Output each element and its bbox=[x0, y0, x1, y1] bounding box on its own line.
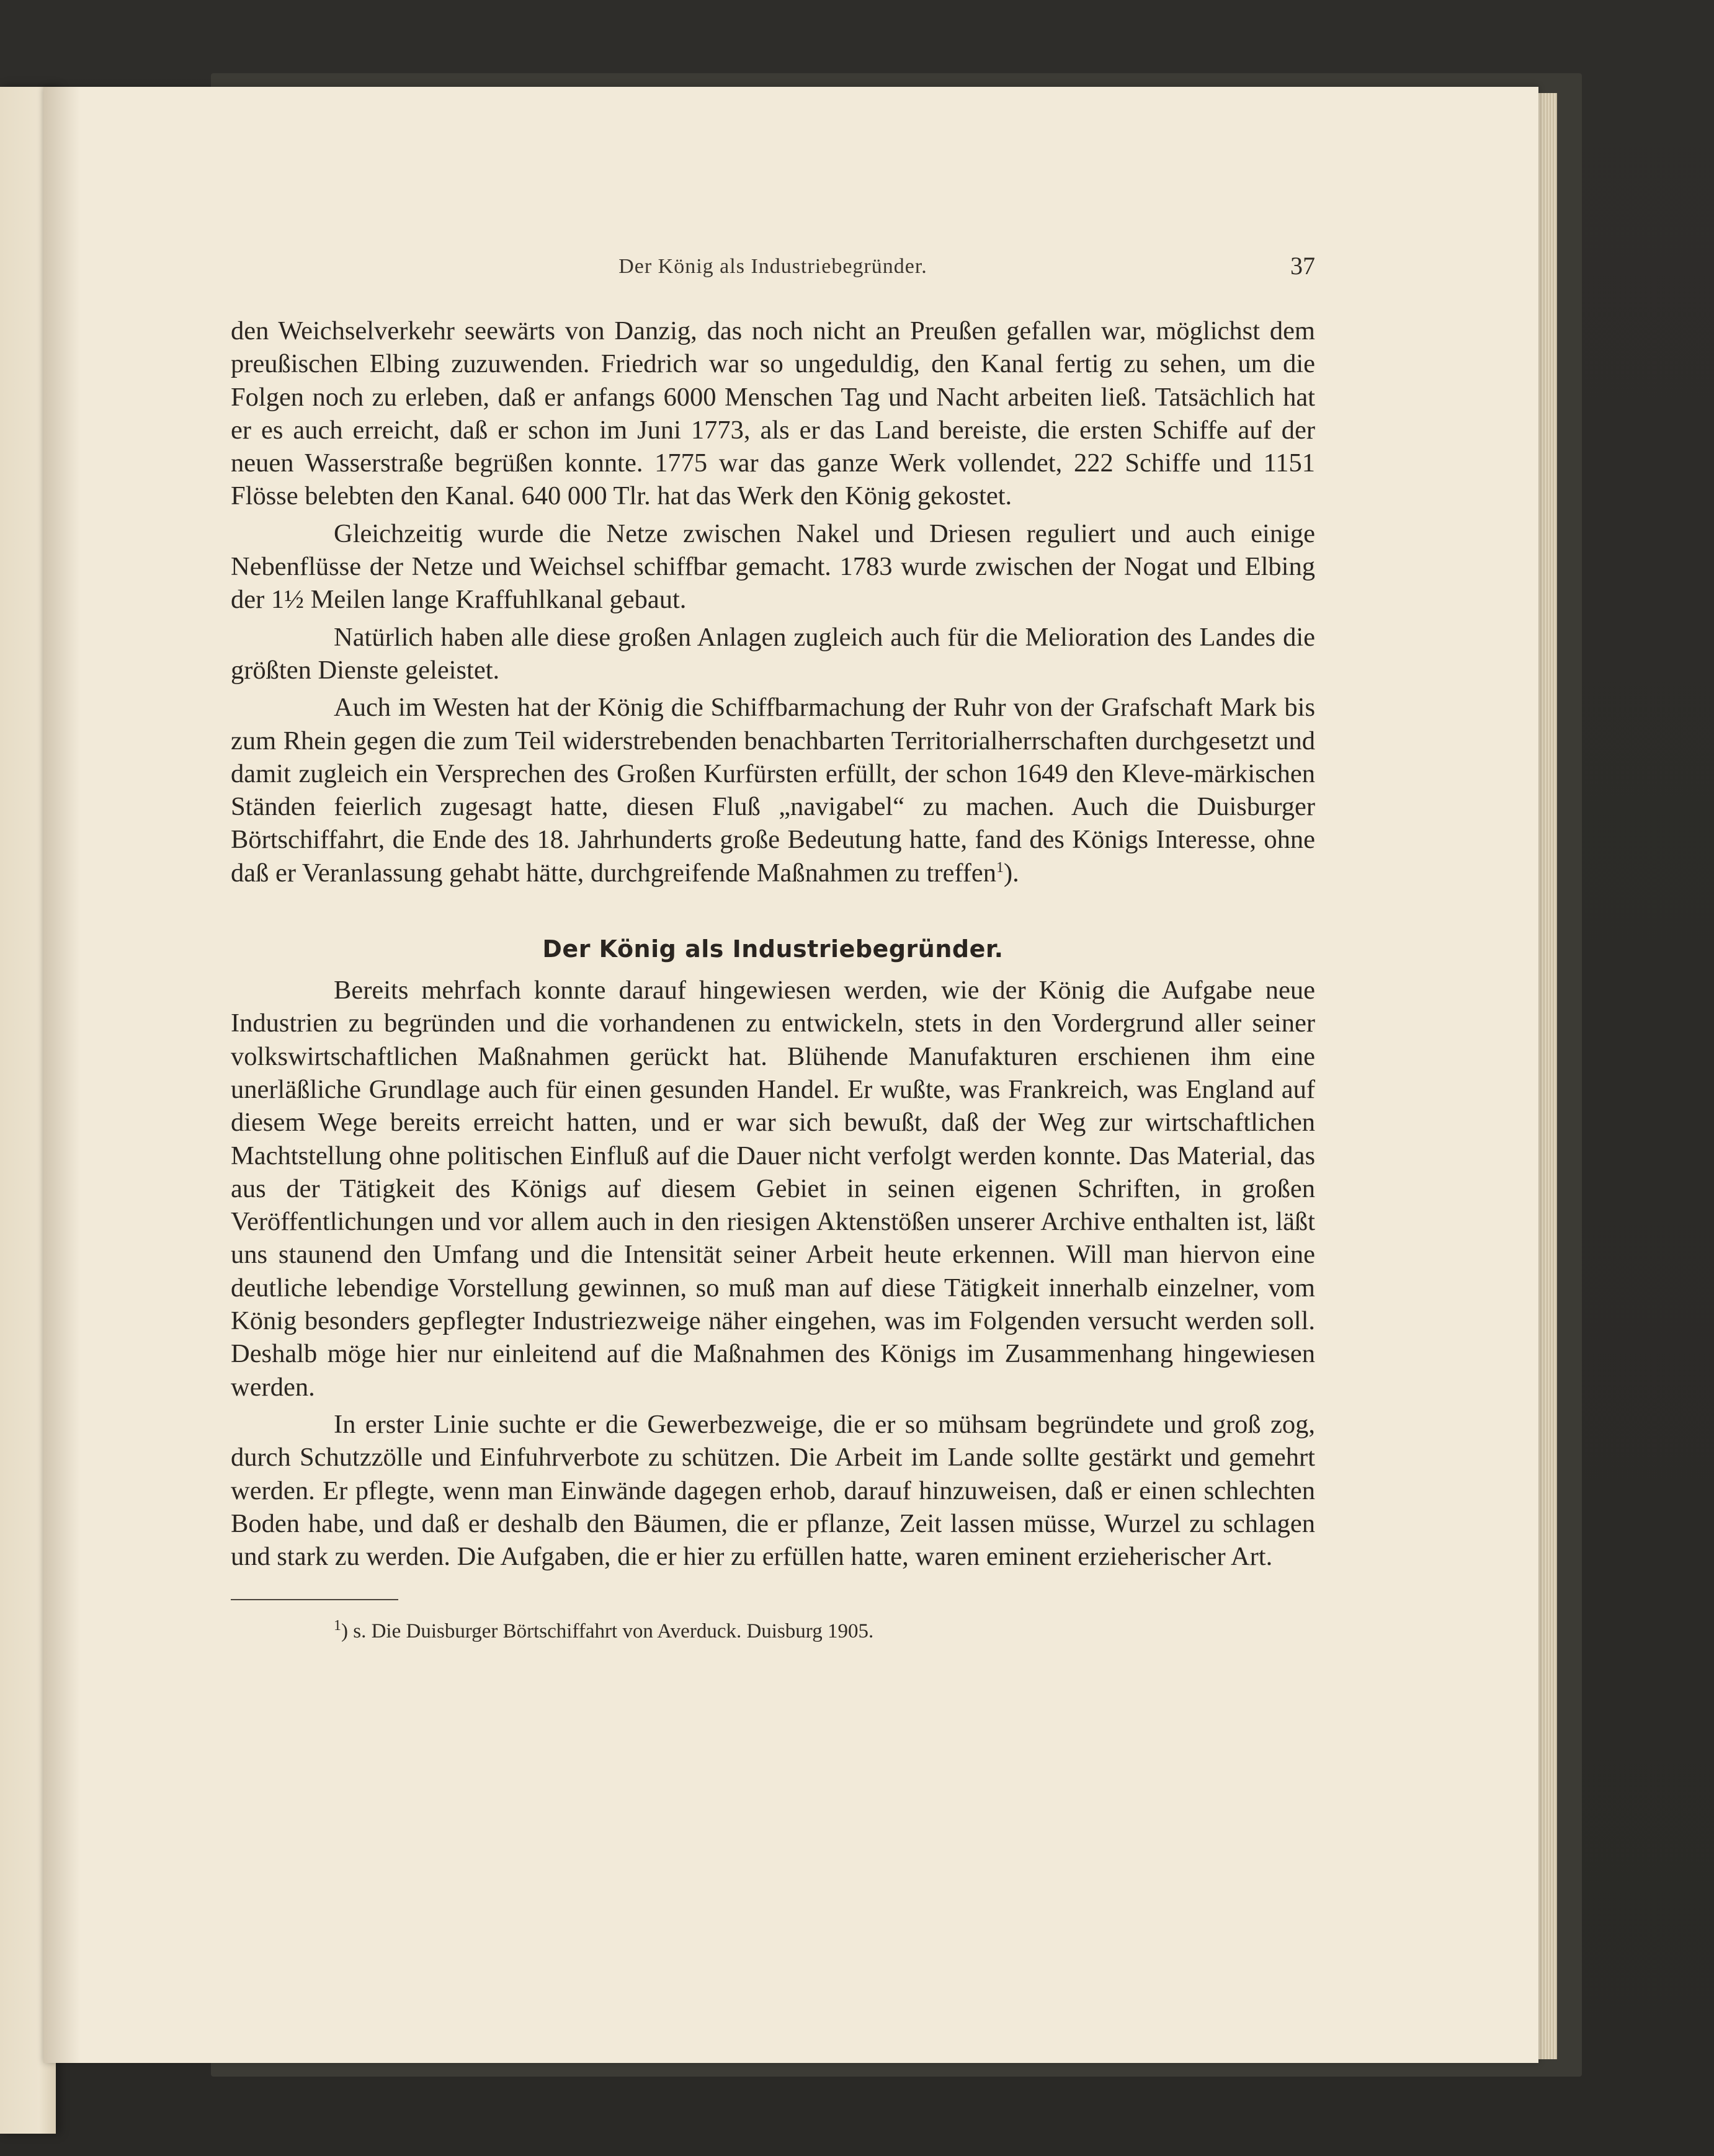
footnote-text: s. Die Duisburger Börtschiffahrt von Averduck. Duisburg 1905. bbox=[348, 1620, 874, 1643]
running-head bbox=[231, 245, 1315, 282]
footnote bbox=[231, 1618, 1315, 1645]
paragraph-5: Bereits mehrfach konnte darauf hingewiesen werden, wie der König die Aufgabe neue Industrien zu begründen und die vorhandenen zu entwickeln, stets in den Vordergrund aller seiner volkswirtschaftlichen Maßnahmen gerückt hat. Blühende Manufakturen erschienen ihm eine unerläßliche Grundlage auch für einen gesunden Handel. Er wußte, was Frankreich, was England auf diesem Wege bereits erreicht hatten, und er war sich bewußt, daß der Weg zur wirtschaftlichen Machtstellung ohne politischen Einfluß auf die Dauer nicht verfolgt werden konnte. Das Material, das aus der Tätigkeit des Königs auf diesem Gebiet in seinen eigenen Schriften, in großen Veröffentlichungen und vor allem auch in den riesigen Aktenstößen unserer Archive enthalten ist, läßt uns staunend den Umfang und die Intensität seiner Arbeit heute erkennen. Will man hiervon eine deutliche lebendige Vorstellung gewinnen, so muß man auf diese Tätigkeit innerhalb einzelner, vom König besonders gepflegter Industriezweige näher eingehen, was im Folgenden versucht werden soll. Deshalb möge hier nur einleitend auf die Maßnahmen des Königs im Zusammenhang hingewiesen werden. bbox=[231, 976, 1315, 1402]
paragraph-4-text: Auch im Westen hat der König die Schiffbarmachung der Ruhr von der Grafschaft Mark bis zum Rhein gegen die zum Teil widerstrebenden benachbarten Territorialherrschaften durchgesetzt und damit zugleich ein Versprechen des Großen Kurfürsten erfüllt, der schon 1649 den Kleve-märkischen Ständen feierlich zugesagt hatte, diesen Fluß „navigabel“ zu machen. Auch die Duisburger Börtschiffahrt, die Ende des 18. Jahrhunderts große Bedeutung hatte, fand des Königs Interesse, ohne daß er Veranlassung gehabt hätte, durchgreifende Maßnahmen zu treffen bbox=[231, 693, 1315, 888]
page-content bbox=[231, 245, 1315, 1645]
section-heading: Der König als Industriebegründer. bbox=[542, 935, 1004, 963]
gutter-shadow bbox=[43, 87, 81, 2063]
paragraph-1: den Weichselverkehr seewärts von Danzig, das noch nicht an Preußen gefallen war, möglichst dem preußischen Elbing zuzuwenden. Friedrich war so ungeduldig, den Kanal fertig zu sehen, um die Folgen noch zu erleben, daß er anfangs 6000 Menschen Tag und Nacht arbeiten ließ. Tatsächlich hat er es auch erreicht, daß er schon im Juni 1773, als er das Land bereiste, die ersten Schiffe auf der neuen Wasserstraße begrüßen konnte. 1775 war das ganze Werk vollendet, 222 Schiffe und 1151 Flösse belebten den Kanal. 640 000 Tlr. hat das Werk den König gekostet. bbox=[231, 316, 1315, 511]
paragraph-4-end: ). bbox=[1003, 858, 1019, 888]
paragraph-2: Gleichzeitig wurde die Netze zwischen Nakel und Driesen reguliert und auch einige Nebenflüsse der Netze und Weichsel schiffbar gemacht. 1783 wurde zwischen der Nogat und Elbing der 1½ Meilen lange Kraffuhlkanal gebaut. bbox=[231, 519, 1315, 615]
paragraph-6: In erster Linie suchte er die Gewerbezweige, die er so mühsam begründete und groß zog, durch Schutzzölle und Einfuhrverbote zu schützen. Die Arbeit im Lande sollte gestärkt und gemehrt werden. Er pflegte, wenn man Einwände dagegen erhob, darauf hinzuweisen, daß er einen schlechten Boden habe, und daß er deshalb den Bäumen, die er pflanze, Zeit lassen müsse, Wurzel zu schlagen und stark zu werden. Die Aufgaben, die er hier zu erfüllen hatte, waren eminent erzieherischer Art. bbox=[231, 1409, 1315, 1572]
running-title: Der König als Industriebegründer. bbox=[618, 255, 927, 278]
paragraph-4 bbox=[231, 691, 1315, 889]
paragraph-3: Natürlich haben alle diese großen Anlagen zugleich auch für die Melioration des Landes die größten Dienste geleistet. bbox=[231, 622, 1315, 685]
footnote-mark: 1 bbox=[334, 1618, 341, 1634]
page-number: 37 bbox=[1290, 252, 1315, 280]
footnote-rule bbox=[231, 1599, 398, 1600]
footnote-reference: 1 bbox=[996, 859, 1004, 876]
footnote-mark-close: ) bbox=[341, 1620, 348, 1643]
